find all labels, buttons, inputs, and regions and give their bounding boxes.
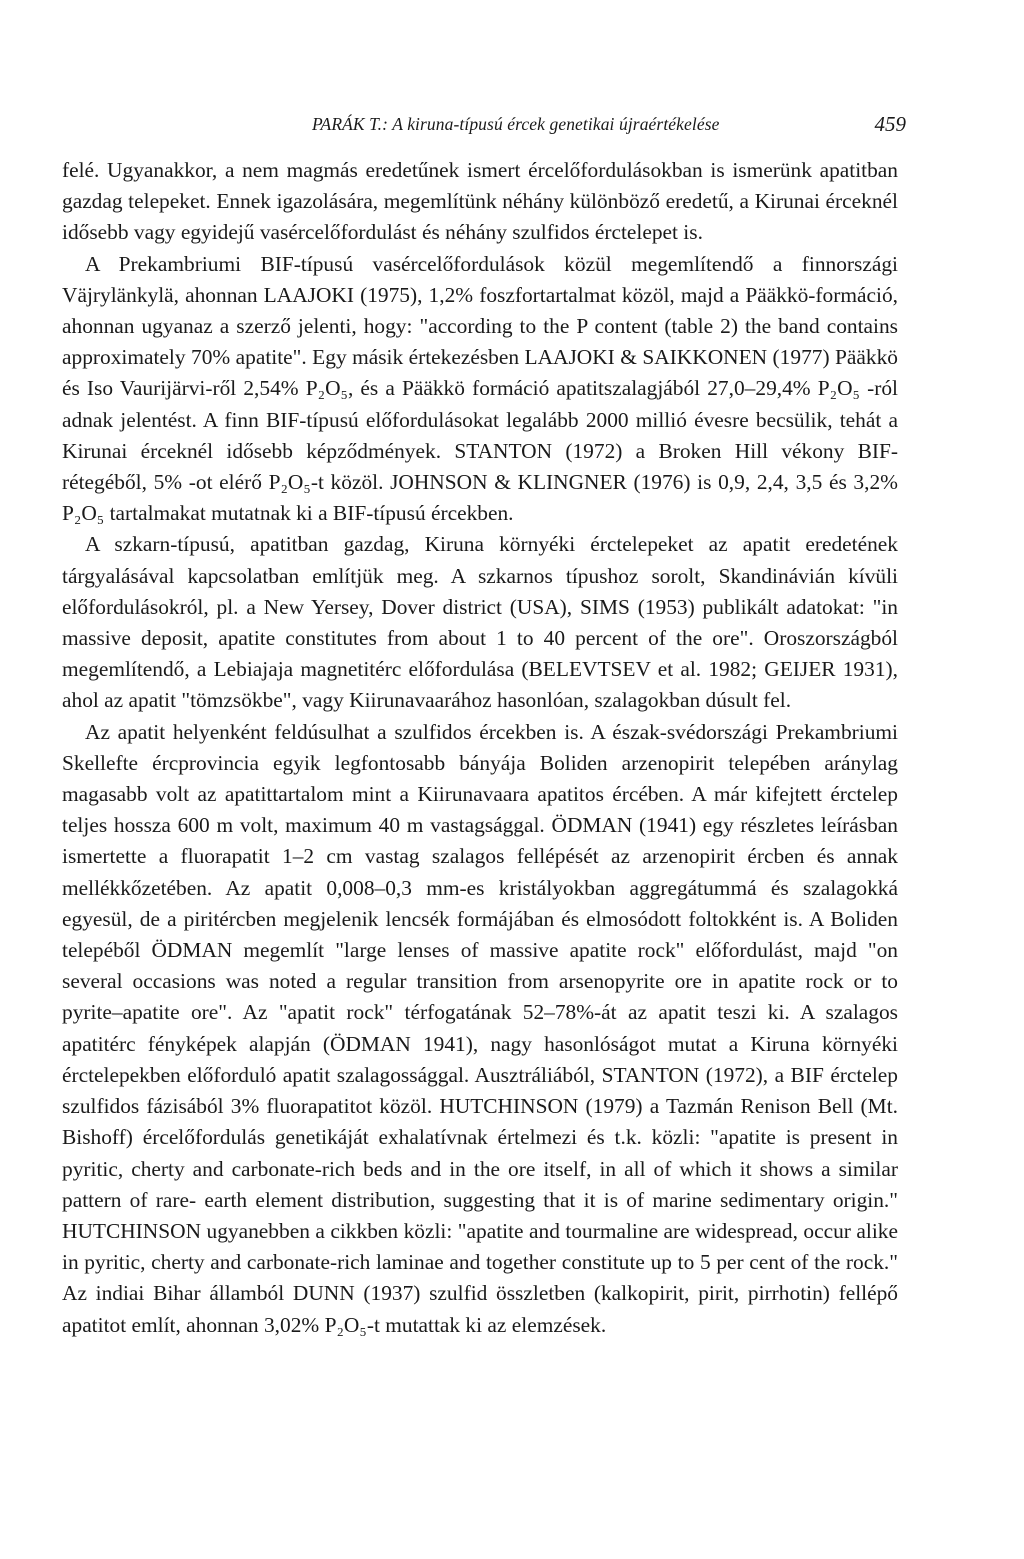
body-text <box>62 155 898 1341</box>
paragraph: A szkarn-típusú, apatitban gazdag, Kiruna környéki érctelepeket az apatit eredetének tárgyalásával kapcsolatban említjük meg. A szkarnos típushoz sorolt, Skandinávián kívüli előfordulásokról, pl. a New Yersey, Dover district (USA), SIMS (1953) publikált adatokat: "in massive deposit, apatite constitutes from about 1 to 40 percent of the ore". Oroszországból megemlítendő, a Lebiajaja magnetitérc előfordulása (BELEVTSEV et al. 1982; GEIJER 1931), ahol az apatit "tömzsökbe", vagy Kiirunavaarához hasonlóan, szalagokban dúsult fel. <box>62 532 898 713</box>
running-head: PARÁK T.: A kiruna-típusú ércek genetikai újraértékelése <box>312 114 720 134</box>
paragraph: A Prekambriumi BIF-típusú vasércelőfordulások közül megemlítendő a finnországi Väjrylänkylä, ahonnan LAAJOKI (1975), 1,2% foszfortartalmat közöl, majd a Pääkkö-formáció, ahonnan ugyanaz a szerző jelenti, hogy: "according to the P content (table 2) the band contains approximately 70% apatite". Egy másik értekezésben LAAJOKI & SAIKKONEN (1977) Pääkkö és Iso Vaurijärvi-ről 2,54% P₂O₅, és a Pääkkö formáció apatitszalagjából 27,0–29,4% P₂O₅ -ról adnak jelentést. A finn BIF-típusú előfordulásokat legalább 2000 millió évesre becsülik, tehát a Kirunai érceknél idősebb képződmények. STANTON (1972) a Broken Hill vékony BIF-rétegéből, 5% -ot elérő P₂O₅-t közöl. JOHNSON & KLINGNER (1976) is 0,9, 2,4, 3,5 és 3,2% P₂O₅ tartalmakat mutatnak ki a BIF-típusú ércekben. <box>62 251 898 526</box>
paragraph: Az apatit helyenként feldúsulhat a szulfidos ércekben is. A észak-svédországi Prekambriumi Skellefte ércprovincia egyik legfontosabb bányája Boliden arzenopirit telepében aránylag magasabb volt az apatittartalom mint a Kiirunavaara apatitos ércében. A már kifejtett érctelep teljes hossza 600 m volt, maximum 40 m vastagsággal. ÖDMAN (1941) egy részletes leírásban ismertette a fluorapatit 1–2 cm vastag szalagos fellépését az arzenopirit ércben és annak mellékkőzetében. Az apatit 0,008–0,3 mm-es kristályokban aggregátummá és szalagokká egyesül, de a piritércben megjelenik lencsék formájában és elmosódott foltokként is. A Boliden telepéből ÖDMAN megemlít "large lenses of massive apatite rock" előfordulást, majd "on several occasions was noted a regular transition from arsenopyrite ore in apatite rock or to pyrite–apatite ore". Az "apatit rock" térfogatának 52–78%-át az apatit teszi ki. A szalagos apatitérc fényképek alapján (ÖDMAN 1941), nagy hasonlóságot mutat a Kiruna környéki érctelepekben előforduló apatit szalagossággal. Ausztráliából, STANTON (1972), a BIF érctelep szulfidos fázisából 3% fluorapatitot közöl. HUTCHINSON (1979) a Tazmán Renison Bell (Mt. Bishoff) ércelőfordulás genetikáját exhalatívnak értelmezi és t.k. közli: "apatite is present in pyritic, cherty and carbonate-rich beds and in the ore itself, in all of which it shows a similar pattern of rare- earth element distribution, suggesting that it is of marine sedimentary origin." HUTCHINSON ugyanebben a cikkben közli: "apatite and tourmaline are widespread, occur alike in pyritic, cherty and carbonate-rich laminae and together constitute up to 5 per cent of the rock." Az indiai Bihar államból DUNN (1937) szulfid összletben (kalkopirit, pirit, pirrhotin) fellépő apatitot említ, ahonnan 3,02% P₂O₅-t mutattak ki az elemzések. <box>62 719 898 1337</box>
page-header <box>312 112 906 142</box>
paragraph: felé. Ugyanakkor, a nem magmás eredetűnek ismert ércelőfordulásokban is ismerünk apatitban gazdag telepeket. Ennek igazolására, megemlítünk néhány különböző eredetű, a Kirunai érceknél idősebb vagy egyidejű vasércelőfordulást és néhány szulfidos érctelepet is. <box>62 158 898 245</box>
page-number: 459 <box>874 112 906 136</box>
